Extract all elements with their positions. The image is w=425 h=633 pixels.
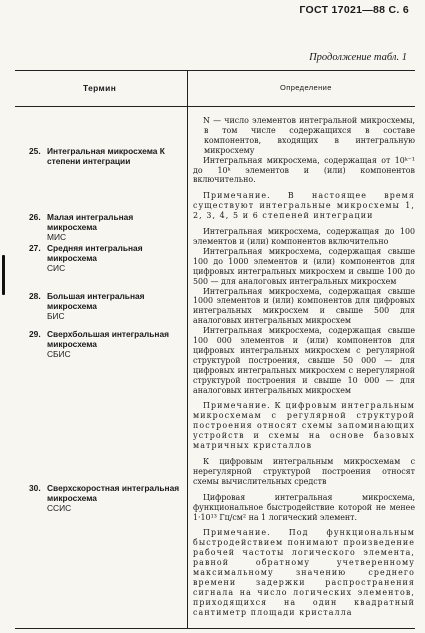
definition-28: Интегральная микросхема, содержащая свыше 1000 элементов и (или) компонентов для цифровых интегральных микросхем и свыше 500 для аналоговых интегральных микросхем bbox=[193, 286, 415, 326]
terms-table bbox=[15, 70, 415, 629]
term-row bbox=[29, 146, 181, 166]
term-text: Средняя интегральная микросхема bbox=[47, 243, 143, 263]
term-row bbox=[29, 329, 181, 359]
definition-25: Интегральная микросхема, содержащая от 10ᵏ⁻¹ до 10ᵏ элементов и (или) компонентов включительно. bbox=[193, 155, 415, 185]
term-row bbox=[29, 243, 181, 273]
term-abbreviation: МИС bbox=[47, 232, 67, 242]
term-abbreviation: ССИС bbox=[47, 503, 72, 513]
margin-mark bbox=[2, 255, 5, 295]
term-text: Интегральная микросхема К степени интеграции bbox=[47, 146, 165, 166]
definition-26: Интегральная микросхема, содержащая до 100 элементов и (или) компонентов включительно bbox=[193, 227, 415, 246]
column-header-term: Термин bbox=[83, 83, 117, 93]
note-29: Примечание. К цифровым интегральным микросхемам с регулярной структурой построения относят схемы запоминающих устройств и схемы на основе базовых матричных кристаллов bbox=[193, 401, 415, 451]
note-25: Примечание. В настоящее время существуют интегральные микросхемы 1, 2, 3, 4, 5 и 6 степеней интеграции bbox=[193, 191, 415, 221]
column-divider bbox=[187, 71, 188, 628]
term-number: 25. bbox=[29, 146, 41, 156]
page-header: ГОСТ 17021—88 С. 6 bbox=[299, 4, 409, 16]
column-header-definition: Определение bbox=[280, 83, 332, 92]
term-number: 27. bbox=[29, 243, 41, 253]
term-text: Сверхбольшая интегральная микросхема bbox=[47, 329, 169, 349]
term-text: Малая интегральная микросхема bbox=[47, 212, 134, 232]
term-row bbox=[29, 483, 181, 513]
header-divider bbox=[15, 106, 415, 107]
note-29-continued: К цифровым интегральным микросхемам с нерегулярной структурой построения относят схемы вычислительных средств bbox=[193, 457, 415, 486]
definition-27: Интегральная микросхема, содержащая свыше 100 до 1000 элементов и (или) компонентов для цифровых интегральных микросхем и свыше 100 до 500 — для аналоговых интегральных микросхем bbox=[193, 246, 415, 286]
term-number: 28. bbox=[29, 291, 41, 301]
term-number: 29. bbox=[29, 329, 41, 339]
intro-definition: N — число элементов интегральной микросхемы, в том числе содержащихся в составе компонентов, входящих в интегральную микросхему bbox=[203, 116, 415, 155]
definition-30: Цифровая интегральная микросхема, функциональное быстродействие которой не менее 1·10¹³ Гц/см² на 1 логический элемент. bbox=[193, 492, 415, 522]
definitions-column bbox=[193, 116, 415, 618]
term-text: Большая интегральная микросхема bbox=[47, 291, 145, 311]
term-abbreviation: СИС bbox=[47, 263, 66, 273]
term-number: 26. bbox=[29, 212, 41, 222]
term-text: Сверхскоростная интегральная микросхема bbox=[47, 483, 180, 503]
note-30: Примечание. Под функциональным быстродействием понимают произведение рабочей частоты логического элемента, равной обратному учетверенному максимальному значению среднего времени задержки распространения сигнала на число логических элементов, приходящихся на один квадратный сантиметр площади кристалла bbox=[193, 528, 415, 617]
term-row bbox=[29, 212, 181, 242]
term-row bbox=[29, 291, 181, 321]
continuation-label: Продолжение табл. 1 bbox=[309, 52, 407, 63]
term-abbreviation: БИС bbox=[47, 311, 65, 321]
term-number: 30. bbox=[29, 483, 41, 493]
definition-29: Интегральная микросхема, содержащая свыше 100 000 элементов и (или) компонентов для цифровых интегральных микросхем с регулярной структурой построения, свыше 50 000 — для цифровых интегральных микросхем с нерегулярной структурой построения и свыше 10 000 — для аналоговых интегральных микросхем bbox=[193, 326, 415, 395]
term-abbreviation: СБИС bbox=[47, 349, 71, 359]
